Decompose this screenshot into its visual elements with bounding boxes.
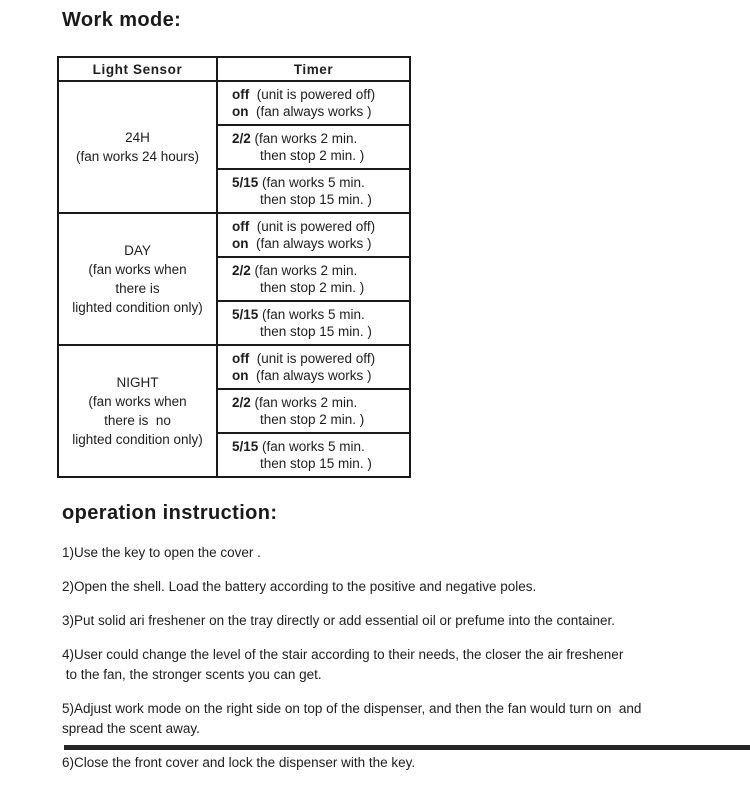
timer-cell-off-on — [217, 81, 410, 125]
instruction-step-3 — [62, 611, 722, 631]
timer-cell-2-2 — [217, 125, 410, 169]
instruction-line: 5)Adjust work mode on the right side on top of the dispenser, and then the fan would turn on and — [62, 701, 642, 716]
sensor-cell-24h — [58, 81, 217, 213]
instruction-step-4 — [62, 645, 722, 685]
timer-cell-2-2 — [217, 389, 410, 433]
bottom-bar — [64, 745, 750, 750]
instruction-line: spread the scent away. — [62, 721, 200, 736]
operation-title: operation instruction: — [62, 502, 278, 524]
instruction-step-6 — [62, 753, 722, 773]
sensor-line: there is — [115, 281, 160, 296]
timer-option-on: on (fan always works ) — [232, 236, 372, 251]
instruction-line: 1)Use the key to open the cover . — [62, 545, 261, 560]
timer-option-off: off (unit is powered off) — [232, 351, 376, 366]
timer-option-off: off (unit is powered off) — [232, 219, 376, 234]
timer-option-5-15-cont: then stop 15 min. ) — [260, 324, 372, 339]
timer-cell-5-15 — [217, 301, 410, 345]
instruction-line: 4)User could change the level of the stair according to their needs, the closer the air freshener — [62, 647, 624, 662]
sensor-line: lighted condition only) — [72, 432, 203, 447]
instruction-line: 3)Put solid ari freshener on the tray directly or add essential oil or prefume into the container. — [62, 613, 616, 628]
timer-cell-2-2 — [217, 257, 410, 301]
timer-option-2-2: 2/2 (fan works 2 min. — [232, 131, 358, 146]
light-sensor-header: Light Sensor — [58, 57, 217, 81]
work-mode-title: Work mode: — [62, 9, 182, 31]
instruction-line: 2)Open the shell. Load the battery according to the positive and negative poles. — [62, 579, 537, 594]
work-mode-table — [57, 56, 411, 478]
page-content — [62, 0, 722, 787]
instruction-step-2 — [62, 577, 722, 597]
timer-option-5-15-cont: then stop 15 min. ) — [260, 456, 372, 471]
table-row — [58, 81, 410, 125]
timer-option-5-15-cont: then stop 15 min. ) — [260, 192, 372, 207]
timer-option-off: off (unit is powered off) — [232, 87, 376, 102]
sensor-line: (fan works when — [88, 262, 187, 277]
sensor-line: (fan works 24 hours) — [75, 149, 200, 164]
table-row — [58, 213, 410, 257]
timer-cell-5-15 — [217, 169, 410, 213]
timer-option-5-15: 5/15 (fan works 5 min. — [232, 307, 365, 322]
table-row — [58, 345, 410, 389]
sensor-line: 24H — [125, 130, 150, 145]
timer-option-2-2: 2/2 (fan works 2 min. — [232, 263, 358, 278]
timer-cell-off-on — [217, 213, 410, 257]
instruction-line: to the fan, the stronger scents you can get. — [62, 667, 322, 682]
timer-option-2-2-cont: then stop 2 min. ) — [260, 412, 365, 427]
timer-option-2-2-cont: then stop 2 min. ) — [260, 280, 365, 295]
timer-option-on: on (fan always works ) — [232, 368, 372, 383]
timer-option-on: on (fan always works ) — [232, 104, 372, 119]
table-header-row — [58, 57, 410, 81]
timer-option-2-2-cont: then stop 2 min. ) — [260, 148, 365, 163]
timer-option-2-2: 2/2 (fan works 2 min. — [232, 395, 358, 410]
sensor-line: DAY — [124, 243, 151, 258]
timer-cell-5-15 — [217, 433, 410, 477]
instruction-step-1 — [62, 543, 722, 563]
instruction-line: 6)Close the front cover and lock the dispenser with the key. — [62, 755, 416, 770]
timer-option-5-15: 5/15 (fan works 5 min. — [232, 439, 365, 454]
sensor-cell-night — [58, 345, 217, 477]
instruction-steps — [62, 543, 722, 773]
sensor-line: NIGHT — [116, 375, 159, 390]
timer-option-5-15: 5/15 (fan works 5 min. — [232, 175, 365, 190]
sensor-line: (fan works when — [88, 394, 187, 409]
instruction-step-5 — [62, 699, 722, 739]
sensor-cell-day — [58, 213, 217, 345]
timer-header: Timer — [217, 57, 410, 81]
sensor-line: there is no — [104, 413, 171, 428]
timer-cell-off-on — [217, 345, 410, 389]
sensor-line: lighted condition only) — [72, 300, 203, 315]
